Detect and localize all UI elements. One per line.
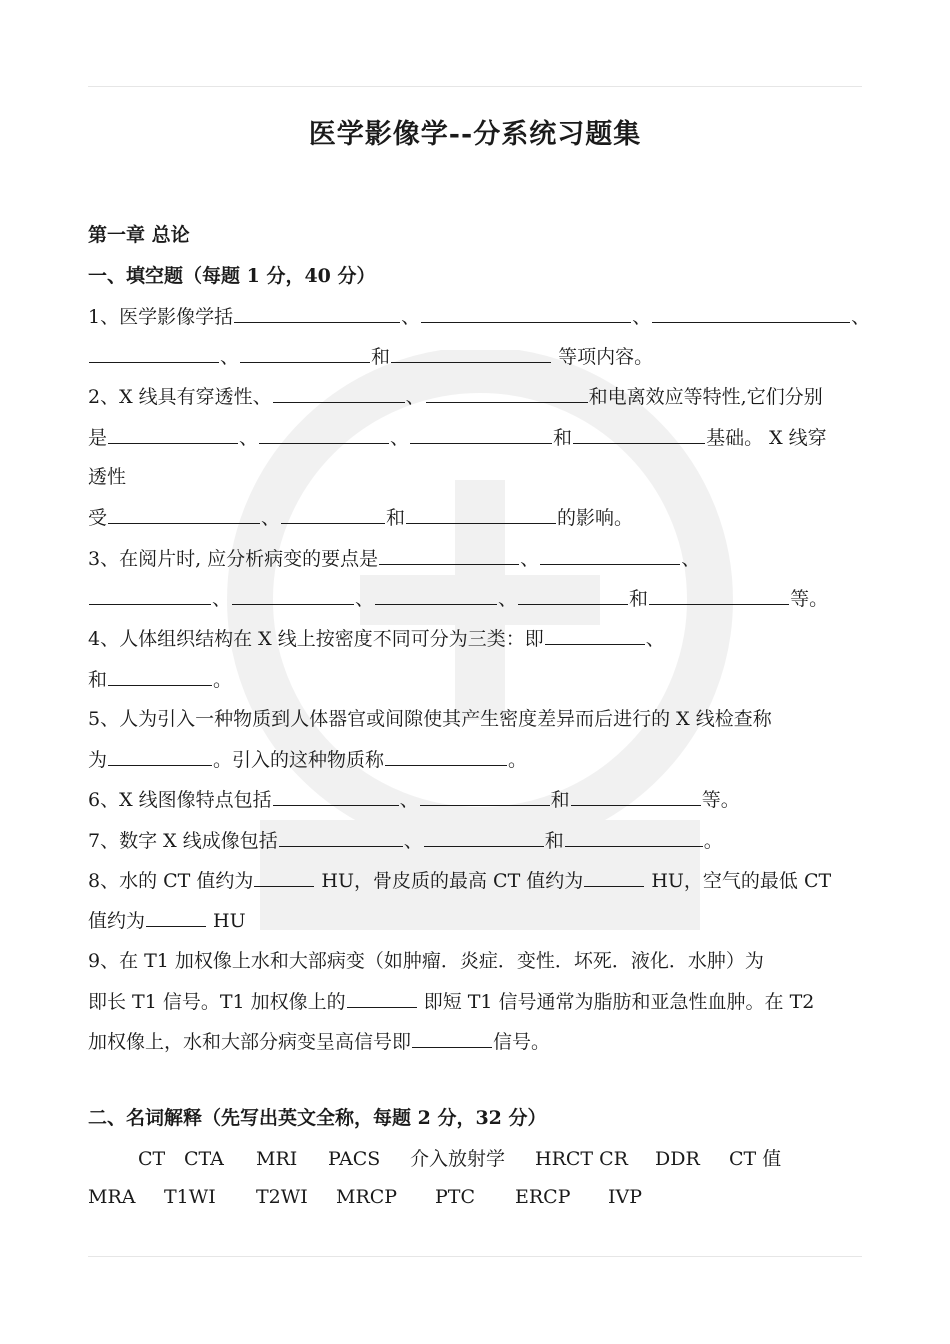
answer-blank[interactable] bbox=[89, 344, 219, 363]
text-segment: 和 bbox=[371, 346, 391, 368]
text-segment: 4、人体组织结构在 X 线上按密度不同可分为三类：即 bbox=[88, 628, 544, 650]
q9-line-3 bbox=[88, 1029, 550, 1054]
answer-blank[interactable] bbox=[240, 344, 370, 363]
section-2-heading: 二、名词解释（先写出英文全称，每题 2 分，32 分） bbox=[88, 1107, 547, 1129]
answer-blank[interactable] bbox=[652, 304, 850, 323]
q2-line-4 bbox=[88, 505, 633, 530]
q3-line-2 bbox=[88, 586, 828, 611]
answer-blank[interactable] bbox=[108, 505, 260, 524]
text-segment: 等。 bbox=[701, 789, 740, 811]
q6-line-1 bbox=[88, 787, 740, 812]
text-segment: 。 bbox=[213, 669, 233, 691]
text-segment: 、 bbox=[390, 427, 410, 449]
text-segment: 、 bbox=[632, 306, 652, 328]
answer-blank[interactable] bbox=[391, 344, 551, 363]
text-segment: HU bbox=[207, 910, 246, 932]
text-segment: 和 bbox=[629, 588, 649, 610]
q8-line-2 bbox=[88, 908, 246, 933]
q4-line-2 bbox=[88, 667, 232, 692]
text-segment: 和 bbox=[544, 830, 564, 852]
answer-blank[interactable] bbox=[426, 384, 588, 403]
text-segment: 、 bbox=[681, 548, 701, 570]
answer-blank[interactable] bbox=[254, 868, 314, 887]
term-item: IVP bbox=[608, 1186, 643, 1208]
text-segment: 等项内容。 bbox=[552, 346, 654, 368]
term-item: HRCT CR bbox=[535, 1148, 628, 1170]
text-segment: 受 bbox=[88, 507, 108, 529]
answer-blank[interactable] bbox=[234, 304, 400, 323]
text-segment: 6、X 线图像特点包括 bbox=[88, 789, 272, 811]
q5-line-1 bbox=[88, 707, 772, 731]
text-segment: 即长 T1 信号。T1 加权像上的 bbox=[88, 991, 346, 1013]
answer-blank[interactable] bbox=[89, 586, 211, 605]
text-segment: 、 bbox=[851, 306, 871, 328]
header-rule bbox=[88, 86, 862, 87]
term-item: MRI bbox=[256, 1148, 298, 1170]
answer-blank[interactable] bbox=[108, 667, 212, 686]
text-segment: 。引入的这种物质称 bbox=[213, 749, 385, 771]
answer-blank[interactable] bbox=[146, 908, 206, 927]
text-segment: 、 bbox=[399, 789, 419, 811]
answer-blank[interactable] bbox=[573, 425, 705, 444]
text-segment: HU，骨皮质的最高 CT 值约为 bbox=[315, 870, 584, 892]
text-segment: 和 bbox=[553, 427, 573, 449]
section-1-heading: 一、填空题（每题 1 分，40 分） bbox=[88, 265, 376, 287]
text-segment: 、 bbox=[212, 588, 232, 610]
term-item: T2WI bbox=[256, 1186, 308, 1208]
text-segment: 3、在阅片时, 应分析病变的要点是 bbox=[88, 548, 379, 570]
text-segment: 的影响。 bbox=[557, 507, 634, 529]
term-item: ERCP bbox=[515, 1186, 571, 1208]
q5-line-2 bbox=[88, 747, 527, 772]
answer-blank[interactable] bbox=[379, 546, 519, 565]
text-segment: 和 bbox=[550, 789, 570, 811]
term-item: T1WI bbox=[164, 1186, 216, 1208]
answer-blank[interactable] bbox=[279, 828, 403, 847]
answer-blank[interactable] bbox=[649, 586, 789, 605]
answer-blank[interactable] bbox=[375, 586, 497, 605]
answer-blank[interactable] bbox=[424, 828, 544, 847]
term-item: PACS bbox=[328, 1148, 381, 1170]
q4-line-1 bbox=[88, 626, 665, 651]
text-segment: 透性 bbox=[88, 466, 127, 488]
answer-blank[interactable] bbox=[108, 425, 238, 444]
text-segment: 、 bbox=[405, 386, 425, 408]
text-segment: 和 bbox=[88, 669, 108, 691]
text-segment: 和 bbox=[386, 507, 406, 529]
text-segment: 和电离效应等特性,它们分别 bbox=[588, 386, 823, 408]
term-item: CTA bbox=[184, 1148, 224, 1170]
term-item: CT 值 bbox=[729, 1148, 782, 1170]
answer-blank[interactable] bbox=[421, 304, 631, 323]
answer-blank[interactable] bbox=[273, 787, 399, 806]
text-segment: 、 bbox=[220, 346, 240, 368]
text-segment: 加权像上，水和大部分病变呈高信号即 bbox=[88, 1031, 412, 1053]
text-segment: 、 bbox=[261, 507, 281, 529]
answer-blank[interactable] bbox=[232, 586, 354, 605]
answer-blank[interactable] bbox=[545, 626, 645, 645]
footer-rule bbox=[88, 1256, 862, 1257]
text-segment: 5、人为引入一种物质到人体器官或间隙使其产生密度差异而后进行的 X 线检查称 bbox=[88, 708, 772, 730]
answer-blank[interactable] bbox=[347, 989, 417, 1008]
text-segment: 信号。 bbox=[493, 1031, 551, 1053]
answer-blank[interactable] bbox=[571, 787, 701, 806]
answer-blank[interactable] bbox=[518, 586, 628, 605]
chapter-heading: 第一章 总论 bbox=[88, 224, 190, 246]
text-segment: 、 bbox=[401, 306, 421, 328]
q3-line-1 bbox=[88, 546, 700, 571]
q7-line-1 bbox=[88, 828, 723, 853]
text-segment: 9、在 T1 加权像上水和大部病变（如肿瘤．炎症．变性．坏死．液化．水肿）为 bbox=[88, 950, 764, 972]
text-segment: 、 bbox=[403, 830, 423, 852]
answer-blank[interactable] bbox=[420, 787, 550, 806]
q8-line-1 bbox=[88, 868, 831, 893]
answer-blank[interactable] bbox=[281, 505, 385, 524]
answer-blank[interactable] bbox=[108, 747, 212, 766]
text-segment: 、 bbox=[355, 588, 375, 610]
text-segment: 、 bbox=[520, 548, 540, 570]
answer-blank[interactable] bbox=[565, 828, 703, 847]
text-segment: 2、X 线具有穿透性、 bbox=[88, 386, 272, 408]
text-segment: 是 bbox=[88, 427, 108, 449]
term-item: 介入放射学 bbox=[410, 1148, 506, 1170]
q9-line-2 bbox=[88, 989, 814, 1014]
q1-line-2 bbox=[88, 344, 653, 369]
text-segment: 为 bbox=[88, 749, 108, 771]
answer-blank[interactable] bbox=[410, 425, 552, 444]
term-item: MRCP bbox=[336, 1186, 398, 1208]
q2-line-3 bbox=[88, 465, 126, 489]
text-segment: 基础。 X 线穿 bbox=[706, 427, 827, 449]
term-item: CT bbox=[138, 1148, 166, 1170]
answer-blank[interactable] bbox=[584, 868, 644, 887]
text-segment: 等。 bbox=[790, 588, 829, 610]
text-segment: 。 bbox=[508, 749, 528, 771]
answer-blank[interactable] bbox=[385, 747, 507, 766]
answer-blank[interactable] bbox=[540, 546, 680, 565]
text-segment: 、 bbox=[645, 628, 665, 650]
q9-line-1 bbox=[88, 949, 764, 973]
text-segment: 、 bbox=[498, 588, 518, 610]
text-segment: 7、数字 X 线成像包括 bbox=[88, 830, 278, 852]
text-segment: 。 bbox=[703, 830, 723, 852]
term-item: PTC bbox=[435, 1186, 475, 1208]
term-item: DDR bbox=[655, 1148, 700, 1170]
text-segment: 即短 T1 信号通常为脂肪和亚急性血肿。在 T2 bbox=[417, 991, 815, 1013]
document-title: 医学影像学--分系统习题集 bbox=[308, 119, 642, 150]
text-segment: HU，空气的最低 CT bbox=[645, 870, 832, 892]
answer-blank[interactable] bbox=[259, 425, 389, 444]
term-item: MRA bbox=[88, 1186, 136, 1208]
text-segment: 值约为 bbox=[88, 910, 146, 932]
q2-line-1 bbox=[88, 384, 823, 409]
q1-line-1 bbox=[88, 304, 870, 329]
text-segment: 8、水的 CT 值约为 bbox=[88, 870, 254, 892]
answer-blank[interactable] bbox=[273, 384, 405, 403]
text-segment: 、 bbox=[239, 427, 259, 449]
text-segment: 1、医学影像学括 bbox=[88, 306, 234, 328]
q2-line-2 bbox=[88, 425, 827, 450]
answer-blank[interactable] bbox=[406, 505, 556, 524]
answer-blank[interactable] bbox=[412, 1029, 492, 1048]
